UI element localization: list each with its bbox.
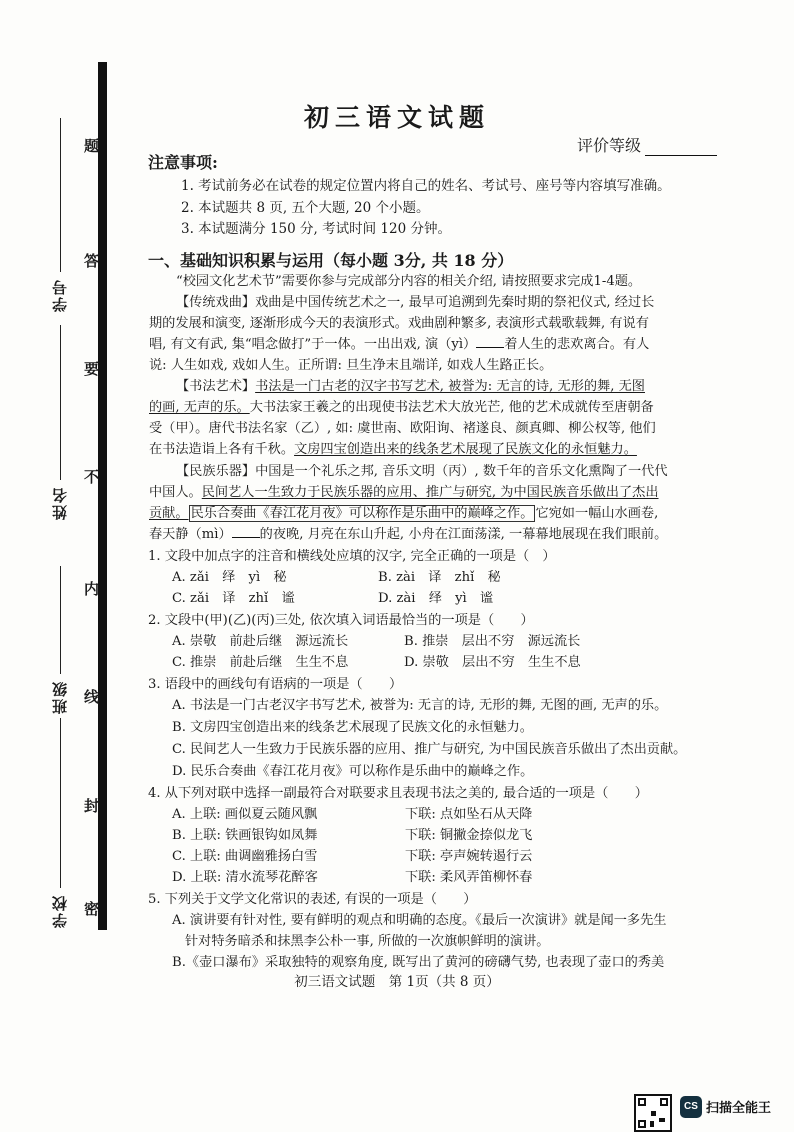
section-title: 一、基础知识积累与运用（每小题 3分, 共 18 分）: [148, 251, 514, 270]
option-c[interactable]: C. 推崇 前赴后继 生生不息: [172, 655, 349, 670]
question-stem: 2. 文段中(甲)(乙)(丙)三处, 依次填入词语最恰当的一项是（ ）: [148, 613, 534, 628]
notice-item: 3. 本试题满分 150 分, 考试时间 120 分钟。: [181, 221, 451, 237]
grade-field: [577, 133, 717, 156]
question-stem: 5. 下列关于文学文化常识的表述, 有误的一项是（ ）: [148, 892, 477, 907]
school-label: 学校: [51, 894, 69, 928]
passage-line: 【民族乐器】中国是一个礼乐之邦, 音乐文明（丙）, 数千年的音乐文化熏陶了一代代: [176, 464, 668, 479]
option-a[interactable]: A. 演讲要有针对性, 要有鲜明的观点和明确的态度。《最后一次演讲》就是闻一多先生: [172, 913, 667, 928]
passage-line: 春天静（mì） 的夜晚, 月亮在东山升起, 小舟在江面荡漾, 一幕幕地展现在我们眼前。: [149, 527, 668, 542]
seal-char: 不: [84, 468, 100, 486]
passage-line: 【传统戏曲】戏曲是中国传统艺术之一, 最早可追溯到先秦时期的祭祀仪式, 经过长: [176, 295, 655, 310]
qr-code-icon: [634, 1094, 672, 1132]
section-intro: “校园文化艺术节”需要你参与完成部分内容的相关介绍, 请按照要求完成1-4题。: [176, 274, 642, 289]
option-c-down[interactable]: 下联: 亭声婉转遏行云: [405, 849, 533, 864]
seal-char: 线: [84, 688, 100, 706]
passage-line: 【书法艺术】书法是一门古老的汉字书写艺术, 被誉为: 无言的诗, 无形的舞, 无图: [176, 379, 645, 394]
option-a[interactable]: A. 书法是一门古老汉字书写艺术, 被誉为: 无言的诗, 无形的舞, 无图的画, 无声的乐。: [172, 698, 668, 713]
option-b-down[interactable]: 下联: 铜撇金捺似龙飞: [405, 828, 533, 843]
seal-char: 要: [84, 360, 100, 378]
option-c[interactable]: C. 上联: 曲调幽雅扬白雪: [172, 849, 318, 864]
school-line: [60, 718, 61, 888]
option-a[interactable]: A. 崇敬 前赴后继 源远流长: [172, 634, 349, 649]
notice-title: 注意事项:: [148, 153, 218, 172]
option-a-down[interactable]: 下联: 点如坠石从天降: [405, 807, 533, 822]
page-footer: 初三语文试题 第 1页（共 8 页）: [294, 974, 500, 990]
option-b[interactable]: B. 文房四宝创造出来的线条艺术展现了民族文化的永恒魅力。: [172, 720, 533, 735]
notice-item: 2. 本试题共 8 页, 五个大题, 20 个小题。: [181, 200, 430, 216]
option-c[interactable]: C. 民间艺人一生致力于民族乐器的应用、推广与研究, 为中国民族音乐做出了杰出贡献。: [172, 742, 687, 757]
name-label: 姓名: [51, 486, 69, 520]
option-b[interactable]: B. zài 译 zhǐ 秘: [378, 570, 501, 585]
option-d-down[interactable]: 下联: 柔风弄笛柳怀春: [405, 870, 533, 885]
passage-line: 的画, 无声的乐。大书法家王羲之的出现使书法艺术大放光芒, 他的艺术成就传至唐朝备: [149, 400, 654, 415]
passage-line: 在书法造诣上各有千秋。文房四宝创造出来的线条艺术展现了民族文化的永恒魅力。: [149, 442, 637, 457]
seal-char: 内: [84, 580, 100, 598]
option-d[interactable]: D. 崇敬 层出不穷 生生不息: [404, 655, 581, 670]
seal-char: 题: [84, 137, 100, 155]
option-c[interactable]: C. zǎi 译 zhǐ 谧: [172, 591, 295, 606]
option-b[interactable]: B.《壶口瀑布》采取独特的观察角度, 既写出了黄河的磅礴气势, 也表现了壶口的秀美: [172, 955, 665, 970]
camscanner-logo-icon: CS: [680, 1096, 702, 1118]
class-label: 班级: [51, 680, 69, 714]
grade-blank[interactable]: [645, 141, 717, 156]
passage-line: 期的发展和演变, 逐渐形成今天的表演形式。戏曲剧种繁多, 表演形式载歌载舞, 有说有: [149, 316, 649, 331]
passage-line: 说: 人生如戏, 戏如人生。正所谓: 旦生净末且端详, 如戏人生路正长。: [149, 358, 553, 373]
passage-line: 唱, 有文有武, 集“唱念做打”于一体。一出出戏, 演（yì） 着人生的悲欢离合。有人: [149, 337, 650, 352]
passage-line: 受（甲）。唐代书法名家（乙）, 如: 虞世南、欧阳询、褚遂良、颜真卿、柳公权等, 他们: [149, 421, 656, 436]
fill-blank: [476, 336, 504, 348]
exam-title: 初三语文试题: [303, 103, 490, 132]
option-b[interactable]: B. 推崇 层出不穷 源远流长: [404, 634, 581, 649]
passage-line: 贡献。 民乐合奏曲《春江花月夜》可以称作是乐曲中的巅峰之作。 它宛如一幅山水画卷,: [149, 506, 659, 521]
option-d[interactable]: D. 上联: 清水流琴花醉客: [172, 870, 318, 885]
option-a[interactable]: A. 上联: 画似夏云随风飘: [172, 807, 318, 822]
class-line: [60, 566, 61, 674]
student-id-line: [60, 118, 61, 272]
binding-margin-bar: [98, 62, 107, 930]
option-a[interactable]: A. zǎi 绎 yì 秘: [172, 570, 287, 585]
student-id-label: 学号: [51, 278, 69, 312]
seal-char: 答: [84, 252, 100, 270]
watermark-name: 扫描全能王: [706, 1100, 772, 1115]
notice-item: 1. 考试前务必在试卷的规定位置内将自己的姓名、考试号、座号等内容填写准确。: [181, 178, 671, 194]
grade-label: 评价等级: [577, 136, 642, 155]
option-d[interactable]: D. 民乐合奏曲《春江花月夜》可以称作是乐曲中的巅峰之作。: [172, 764, 534, 779]
seal-char: 密: [84, 900, 100, 918]
passage-line: 中国人。民间艺人一生致力于民族乐器的应用、推广与研究, 为中国民族音乐做出了杰出: [149, 485, 659, 500]
fill-blank: [232, 526, 260, 538]
option-b[interactable]: B. 上联: 铁画银钩如凤舞: [172, 828, 318, 843]
question-stem: 4. 从下列对联中选择一副最符合对联要求且表现书法之美的, 最合适的一项是（ ）: [148, 786, 648, 801]
question-stem: 3. 语段中的画线句有语病的一项是（ ）: [148, 677, 403, 692]
option-a-cont: 针对特务暗杀和抹黑李公朴一事, 所做的一次旗帜鲜明的演讲。: [185, 934, 550, 949]
option-d[interactable]: D. zài 绎 yì 谧: [378, 591, 494, 606]
name-line: [60, 325, 61, 480]
question-stem: 1. 文段中加点字的注音和横线处应填的汉字, 完全正确的一项是（ ）: [148, 549, 556, 564]
seal-char: 封: [84, 797, 100, 815]
